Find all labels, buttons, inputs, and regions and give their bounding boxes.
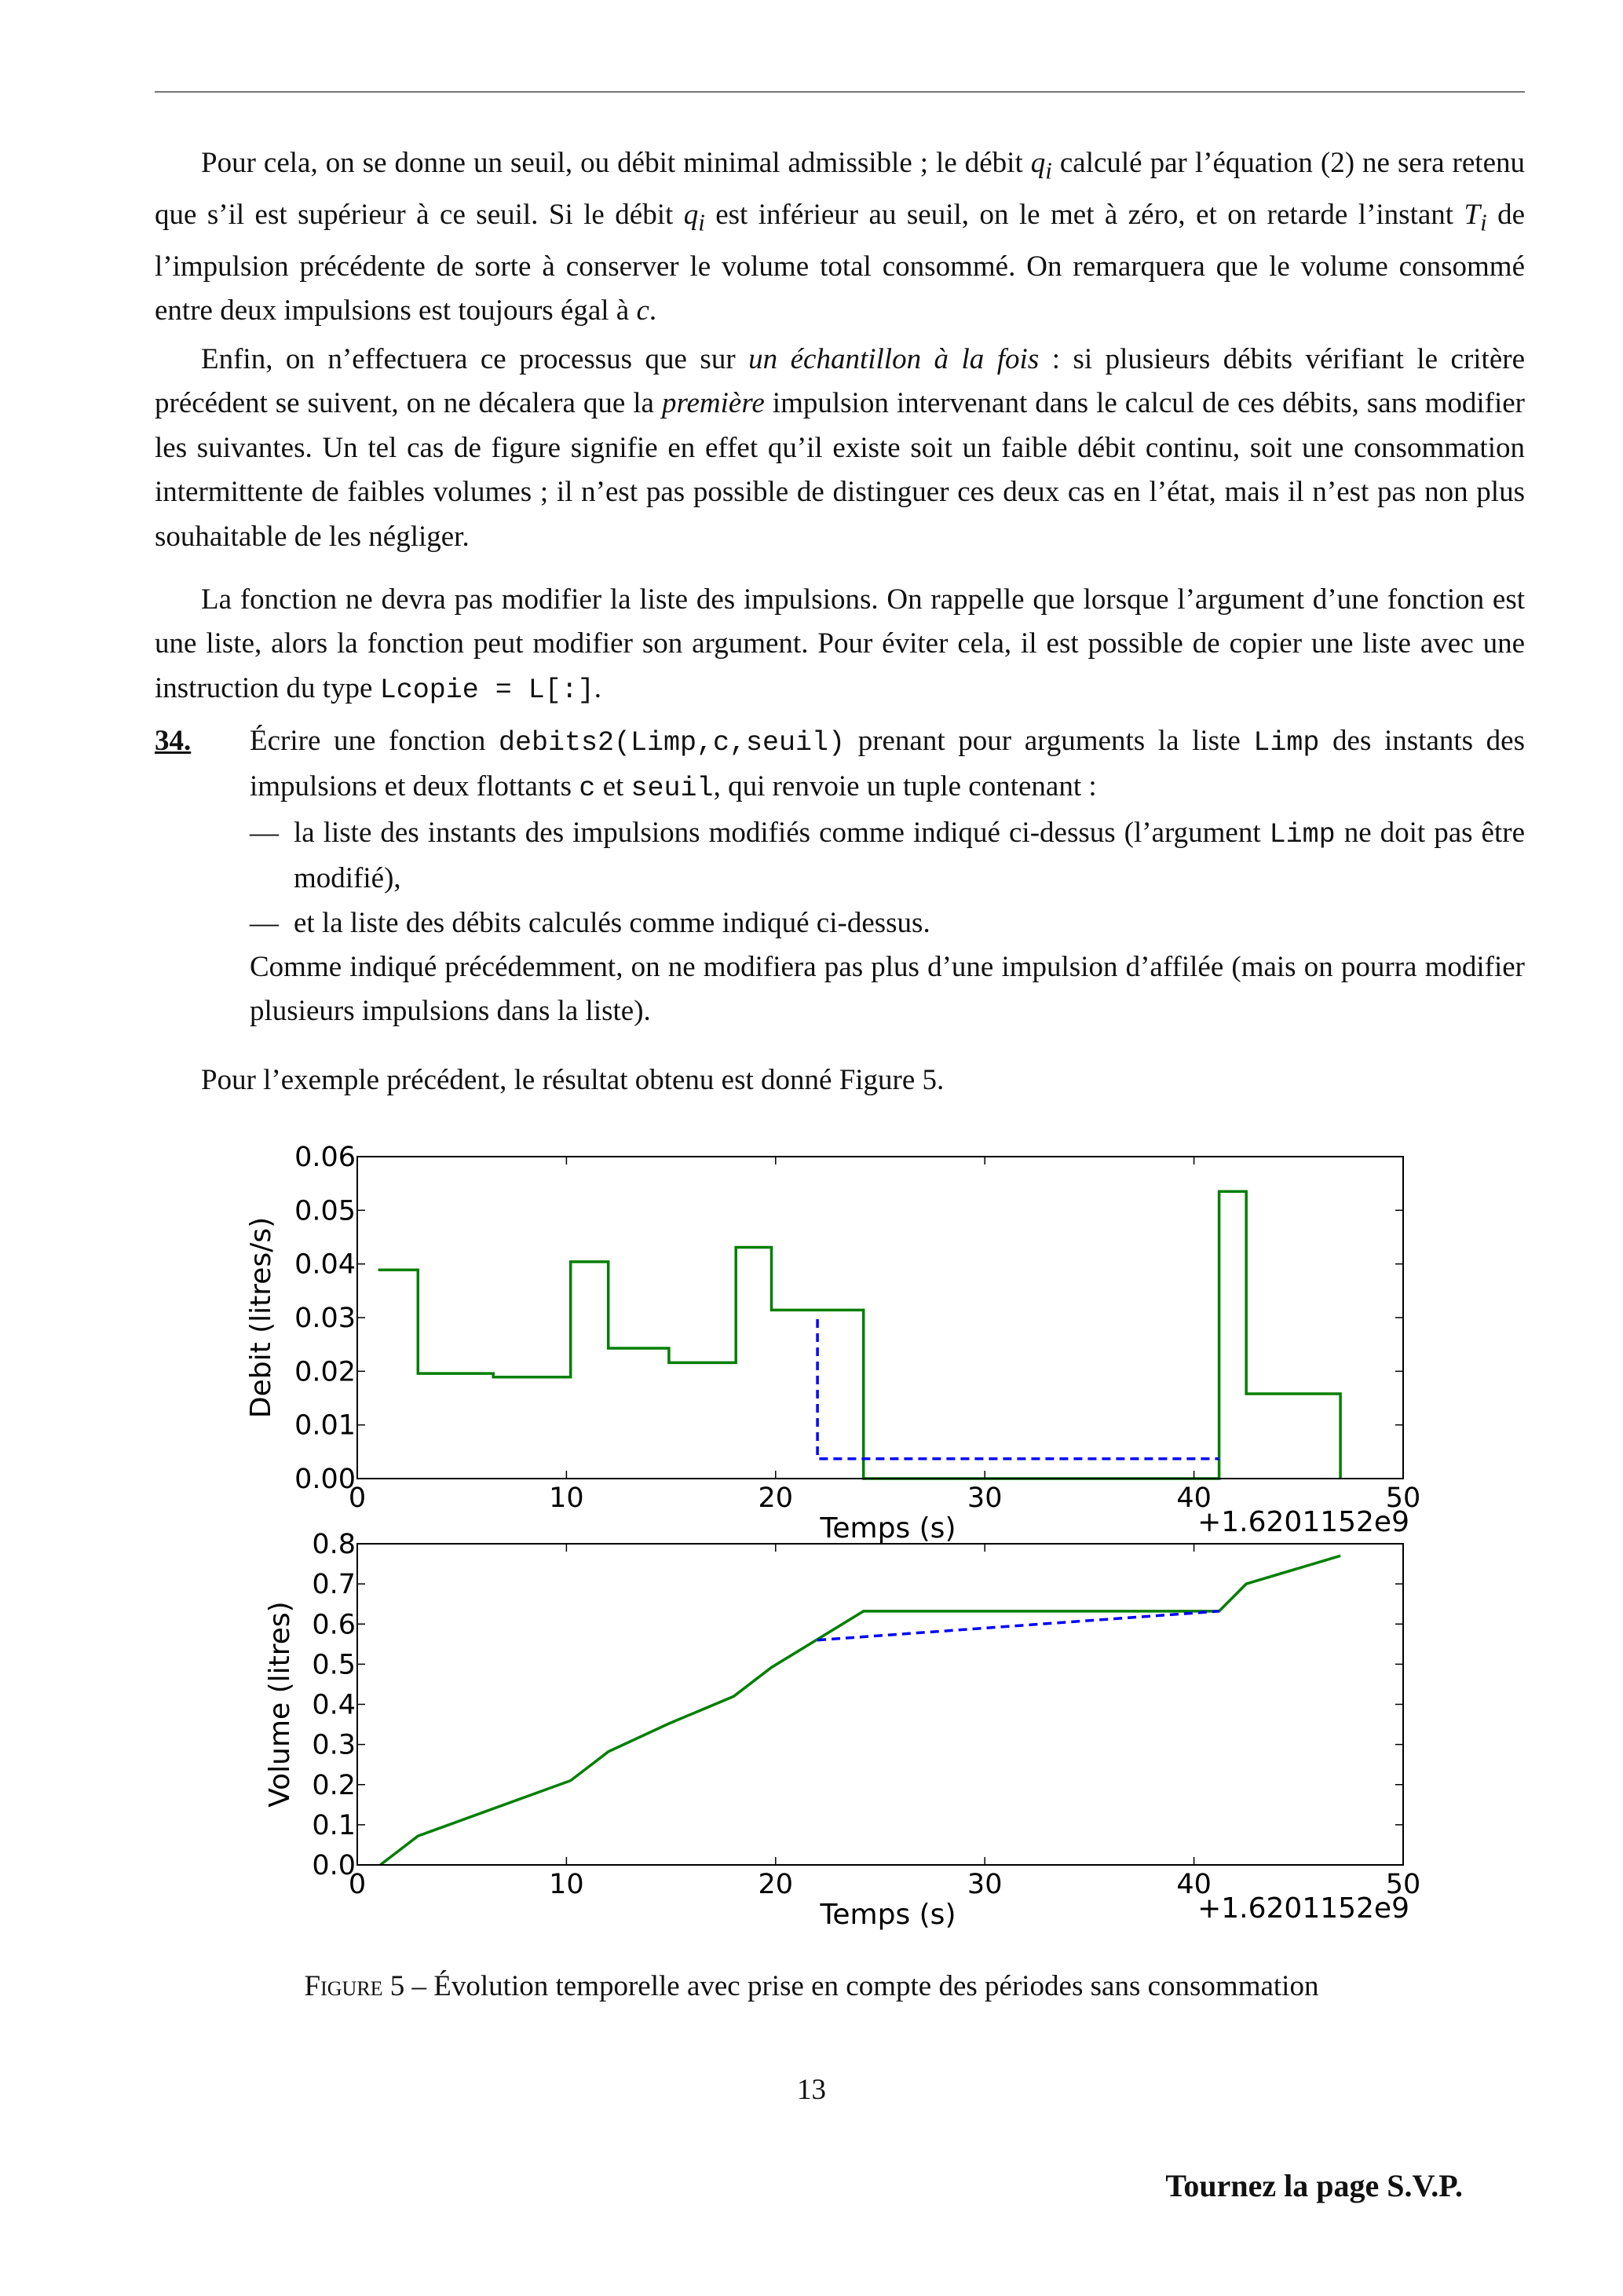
code: seuil [631, 773, 714, 805]
x-tick-label: 50 [1385, 1869, 1421, 1900]
y-tick-label: 0.8 [312, 1529, 356, 1560]
code: Lcopie = L[:] [379, 674, 594, 706]
list-item: — et la liste des débits calculés comme indiqué ci-dessus. [250, 901, 1525, 945]
dash: — [250, 906, 279, 939]
text: Enfin, on n’effectuera ce processus que sur [201, 343, 749, 375]
text: : si plusieurs débits vérifiant le critère précédent se suivent, on ne décalera que la [155, 343, 1526, 420]
code: Limp [1253, 727, 1320, 759]
text: impulsion intervenant dans le calcul de ces débits, sans modifier les suivantes. Un tel cas de figure signifie en effet qu’il existe soit un faible débit continu, soit une consommation intermittente de faibles volumes ; il n’est pas possible de distinguer ces deux cas en l’état, mais il n’est pas non plus souhaitable de les négliger. [155, 387, 1525, 553]
text: est inférieur au seuil, on le met à zéro, et on retarde l’instant [704, 198, 1464, 231]
code: c [579, 773, 596, 805]
y-tick-label: 0.7 [312, 1569, 356, 1601]
question-outro: Comme indiqué précédemment, on ne modifiera pas plus d’une impulsion d’affilée (mais on pourra modifier plusieurs impulsions dans la liste). [250, 951, 1525, 1028]
y-tick-label: 0.00 [294, 1464, 356, 1495]
y-tick-label: 0.04 [294, 1249, 356, 1281]
x-axis-offset: +1.6201152e9 [1197, 1892, 1409, 1925]
text: La fonction ne devra pas modifier la liste des impulsions. On rappelle que lorsque l’argument d’une fonction est une liste, alors la fonction peut modifier son argument. Pour éviter cela, il est possible de copier une liste avec une instruction du type [155, 583, 1525, 704]
text: calculé par l’équation (2) ne sera retenu que s’il est supérieur à ce seuil. Si le débit [155, 147, 1525, 231]
y-tick-label: 0.4 [312, 1689, 356, 1721]
plot-frame [357, 1544, 1403, 1865]
question-number: 34. [155, 725, 192, 757]
x-axis-label: Temps (s) [820, 1512, 956, 1545]
y-tick-label: 0.5 [312, 1649, 356, 1681]
question-intro: Écrire une fonction debits2(Limp,c,seuil) prenant pour arguments la liste Limp des instants des impulsions et deux flottants c et seuil, qui renvoie un tuple contenant : [250, 725, 1526, 805]
x-axis-offset: +1.6201152e9 [1197, 1506, 1409, 1538]
math-T: $T_i$ [1464, 198, 1487, 236]
text: . [594, 671, 602, 704]
emphasis: première [661, 387, 765, 420]
y-tick-label: 0.01 [294, 1409, 356, 1442]
footer-note: Tournez la page S.V.P. [1165, 2168, 1463, 2203]
emphasis: un échantillon à la fois [748, 343, 1040, 375]
x-tick-label: 0 [348, 1869, 367, 1900]
x-tick-label: 10 [549, 1483, 584, 1514]
math-q: $q_i$ [683, 198, 705, 236]
x-tick-label: 20 [758, 1869, 794, 1900]
series-line-dashed [817, 1611, 1219, 1640]
dash: — [250, 816, 279, 849]
x-axis-label: Temps (s) [820, 1899, 956, 1931]
page-number: 13 [797, 2074, 826, 2106]
text: . [649, 294, 657, 327]
y-tick-label: 0.0 [312, 1850, 356, 1881]
math-c: c [636, 294, 649, 327]
x-tick-label: 10 [549, 1869, 584, 1900]
x-tick-label: 30 [967, 1483, 1003, 1514]
x-tick-label: 0 [348, 1483, 367, 1514]
list-item: — la liste des instants des impulsions modifiés comme indiqué ci-dessus (l’argument Limp ne doit pas être modifié), [250, 811, 1525, 901]
y-axis-label: Debit (litres/s) [245, 1216, 277, 1419]
text: Pour cela, on se donne un seuil, ou débit minimal admissible ; le débit [201, 147, 1031, 179]
x-tick-label: 20 [758, 1483, 794, 1514]
series-line-solid [378, 1191, 1341, 1479]
figure-caption: Figure 5 – Évolution temporelle avec prise en compte des périodes sans consommation [304, 1970, 1319, 2002]
y-tick-label: 0.03 [294, 1303, 356, 1334]
y-tick-label: 0.2 [312, 1769, 356, 1801]
series-line-dashed [817, 1319, 1219, 1459]
x-tick-label: 30 [967, 1869, 1003, 1900]
code: Limp [1269, 818, 1336, 850]
math-q: $q_i$ [1030, 147, 1052, 185]
y-tick-label: 0.05 [294, 1195, 356, 1227]
y-tick-label: 0.02 [294, 1356, 356, 1388]
series-line-solid [380, 1556, 1340, 1865]
y-tick-label: 0.06 [294, 1142, 356, 1173]
y-tick-label: 0.3 [312, 1729, 356, 1761]
y-axis-label: Volume (litres) [264, 1601, 296, 1808]
code: debits2(Limp,c,seuil) [498, 727, 846, 759]
y-tick-label: 0.6 [312, 1609, 356, 1641]
x-tick-label: 40 [1176, 1483, 1212, 1514]
x-tick-label: 50 [1385, 1483, 1421, 1514]
paragraph-exemple: Pour l’exemple précédent, le résultat obtenu est donné Figure 5. [201, 1064, 945, 1096]
text: de l’impulsion précédente de sorte à conserver le volume total consommé. On remarquera que le volume consommé entre deux impulsions est toujours égal à [155, 198, 1525, 327]
x-tick-label: 40 [1176, 1869, 1212, 1900]
y-tick-label: 0.1 [312, 1809, 356, 1841]
